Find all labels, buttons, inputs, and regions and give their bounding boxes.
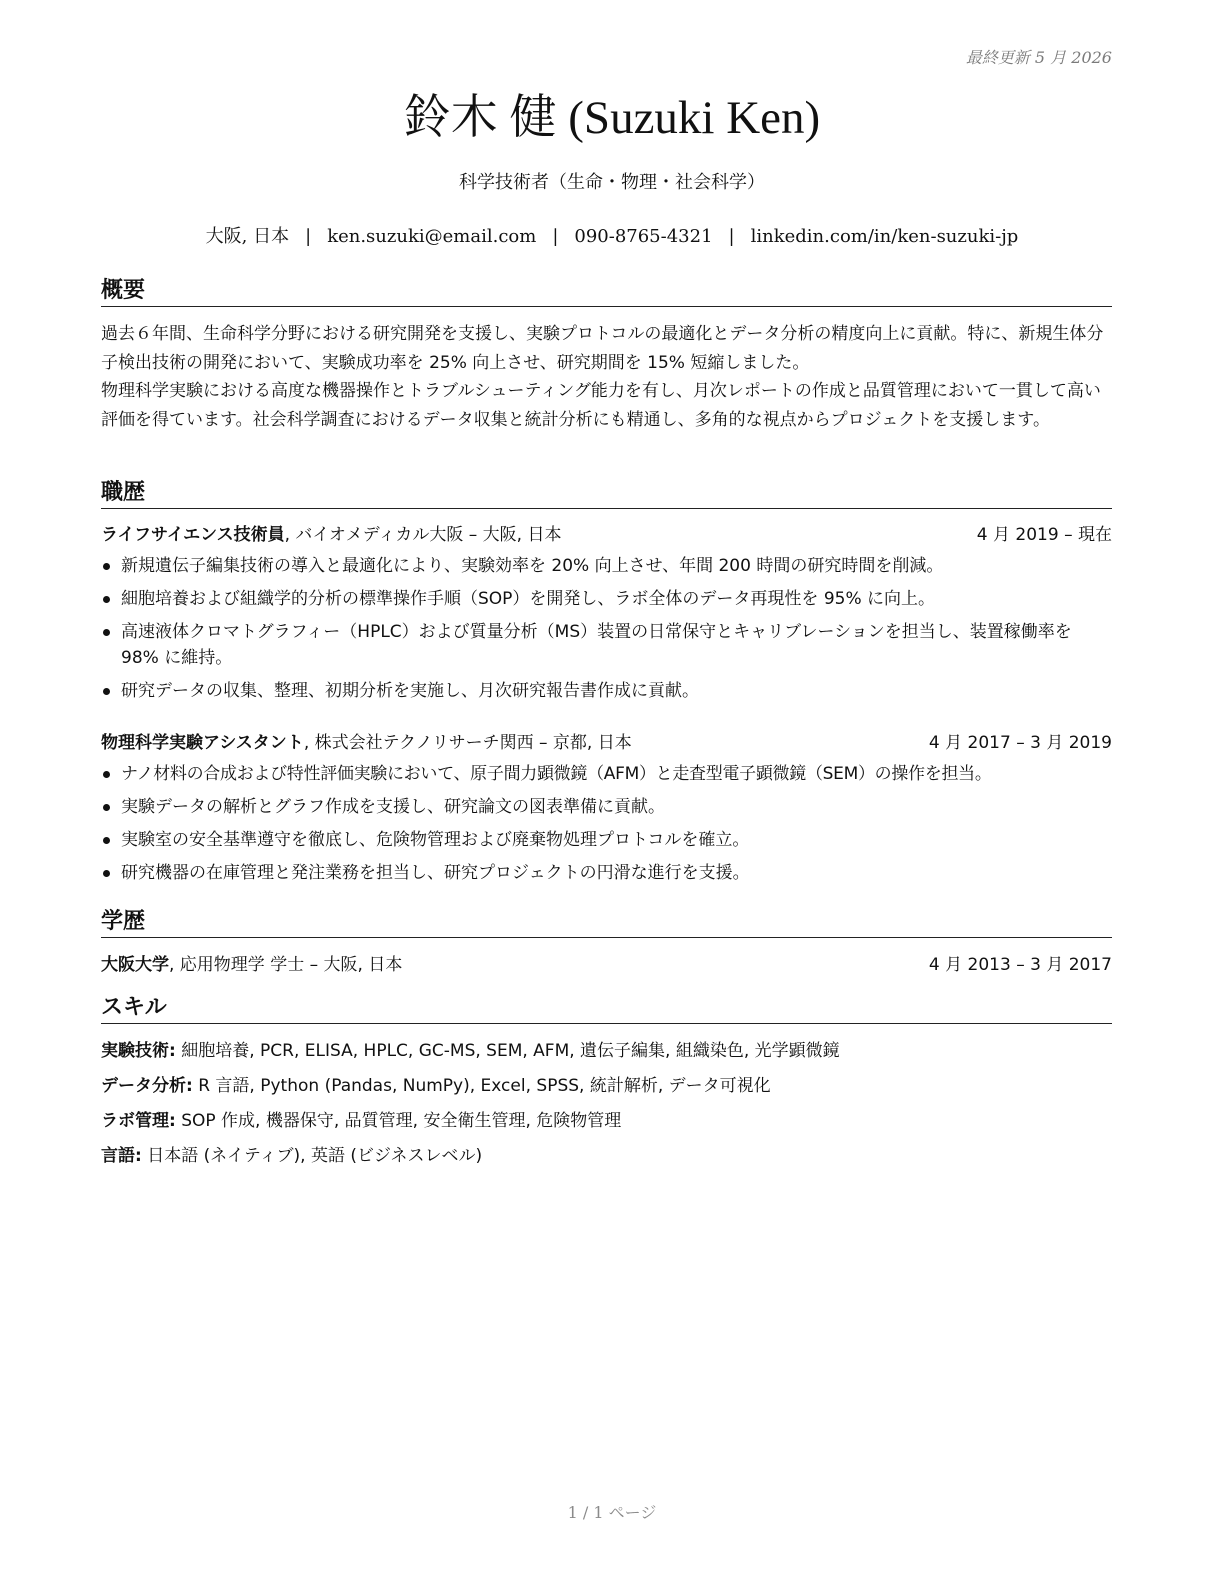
school-name: 大阪大学 xyxy=(101,955,169,975)
summary-paragraph-2: 物理科学実験における高度な機器操作とトラブルシューティング能力を有し、月次レポートの作成と品質管理において一貫して高い評価を得ています。社会科学調査におけるデータ収集と統計分析にも精通し、多角的な視点からプロジェクトを支援します。 xyxy=(101,381,1101,430)
job-dates: 4 月 2019 – 現在 xyxy=(976,525,1112,545)
contact-location: 大阪, 日本 xyxy=(205,226,290,247)
bullet-text: 研究データの収集、整理、初期分析を実施し、月次研究報告書作成に貢献。 xyxy=(121,681,699,701)
page-number: 1 / 1 ページ xyxy=(567,1503,657,1522)
last-updated: 最終更新 5 月 2026 xyxy=(965,48,1112,67)
section-title-education: 学歴 xyxy=(101,908,1112,938)
list-item xyxy=(101,761,1112,787)
job-bullet-list xyxy=(101,761,1112,893)
list-item xyxy=(101,619,1112,671)
skill-row xyxy=(101,1072,1112,1100)
list-item xyxy=(101,860,1112,886)
page-title: 鈴木 健 (Suzuki Ken) xyxy=(403,92,821,144)
job-organization: , バイオメディカル大阪 – 大阪, 日本 xyxy=(284,525,562,545)
contact-line xyxy=(0,225,1224,249)
education-dates: 4 月 2013 – 3 月 2017 xyxy=(928,955,1112,975)
list-item xyxy=(101,553,1112,579)
job-dates: 4 月 2017 – 3 月 2019 xyxy=(928,733,1112,753)
bullet-icon xyxy=(103,629,110,636)
skill-value: 細胞培養, PCR, ELISA, HPLC, GC-MS, SEM, AFM, 遺伝子編集, 組織染色, 光学顕微鏡 xyxy=(175,1041,840,1061)
skill-value: SOP 作成, 機器保守, 品質管理, 安全衛生管理, 危険物管理 xyxy=(175,1111,622,1131)
skill-value: 日本語 (ネイティブ), 英語 (ビジネスレベル) xyxy=(141,1146,483,1166)
list-item xyxy=(101,678,1112,704)
skill-label: データ分析: xyxy=(101,1076,193,1096)
bullet-icon xyxy=(103,837,110,844)
skill-row xyxy=(101,1037,1112,1065)
job-bullet-list xyxy=(101,553,1112,711)
bullet-text: 研究機器の在庫管理と発注業務を担当し、研究プロジェクトの円滑な進行を支援。 xyxy=(121,863,750,883)
bullet-text: 実験室の安全基準遵守を徹底し、危険物管理および廃棄物処理プロトコルを確立。 xyxy=(121,830,750,850)
skill-label: ラボ管理: xyxy=(101,1111,176,1131)
bullet-icon xyxy=(103,870,110,877)
list-item xyxy=(101,827,1112,853)
job-position: 物理科学実験アシスタント xyxy=(101,733,304,753)
contact-linkedin[interactable]: linkedin.com/in/ken-suzuki-jp xyxy=(750,226,1019,247)
skill-row xyxy=(101,1142,1112,1170)
section-title-skills: スキル xyxy=(101,994,1112,1024)
job-role: 科学技術者（生命・物理・社会科学） xyxy=(459,172,765,193)
skill-row xyxy=(101,1107,1112,1135)
education-entry xyxy=(101,951,1112,979)
bullet-icon xyxy=(103,688,110,695)
separator: | xyxy=(305,226,312,247)
education-detail: , 応用物理学 学士 – 大阪, 日本 xyxy=(169,955,403,975)
section-title-summary: 概要 xyxy=(101,277,1112,307)
separator: | xyxy=(728,226,735,247)
summary-paragraph-1: 過去６年間、生命科学分野における研究開発を支援し、実験プロトコルの最適化とデータ分析の精度向上に貢献。特に、新規生体分子検出技術の開発において、実験成功率を 25% 向上させ、研究期間を 15% 短縮しました。 xyxy=(101,324,1104,373)
contact-phone: 090-8765-4321 xyxy=(574,226,713,247)
bullet-text: 実験データの解析とグラフ作成を支援し、研究論文の図表準備に貢献。 xyxy=(121,797,665,817)
bullet-icon xyxy=(103,596,110,603)
list-item xyxy=(101,586,1112,612)
bullet-text: ナノ材料の合成および特性評価実験において、原子間力顕微鏡（AFM）と走査型電子顕微鏡（SEM）の操作を担当。 xyxy=(121,764,992,784)
bullet-icon xyxy=(103,804,110,811)
section-title-experience: 職歴 xyxy=(101,479,1112,509)
bullet-icon xyxy=(103,563,110,570)
list-item xyxy=(101,794,1112,820)
bullet-icon xyxy=(103,771,110,778)
job-header xyxy=(101,729,1112,757)
skill-label: 実験技術: xyxy=(101,1041,176,1061)
bullet-text: 高速液体クロマトグラフィー（HPLC）および質量分析（MS）装置の日常保守とキャリブレーションを担当し、装置稼働率を 98% に維持。 xyxy=(121,622,1072,668)
bullet-text: 新規遺伝子編集技術の導入と最適化により、実験効率を 20% 向上させ、年間 200 時間の研究時間を削減。 xyxy=(121,556,944,576)
job-header xyxy=(101,521,1112,549)
contact-email[interactable]: ken.suzuki@email.com xyxy=(327,226,537,247)
job-position: ライフサイエンス技術員 xyxy=(101,525,285,545)
skill-value: R 言語, Python (Pandas, NumPy), Excel, SPSS, 統計解析, データ可視化 xyxy=(192,1076,771,1096)
separator: | xyxy=(552,226,559,247)
job-organization: , 株式会社テクノリサーチ関西 – 京都, 日本 xyxy=(303,733,632,753)
bullet-text: 細胞培養および組織学的分析の標準操作手順（SOP）を開発し、ラボ全体のデータ再現性を 95% に向上。 xyxy=(121,589,936,609)
skill-label: 言語: xyxy=(101,1146,142,1166)
